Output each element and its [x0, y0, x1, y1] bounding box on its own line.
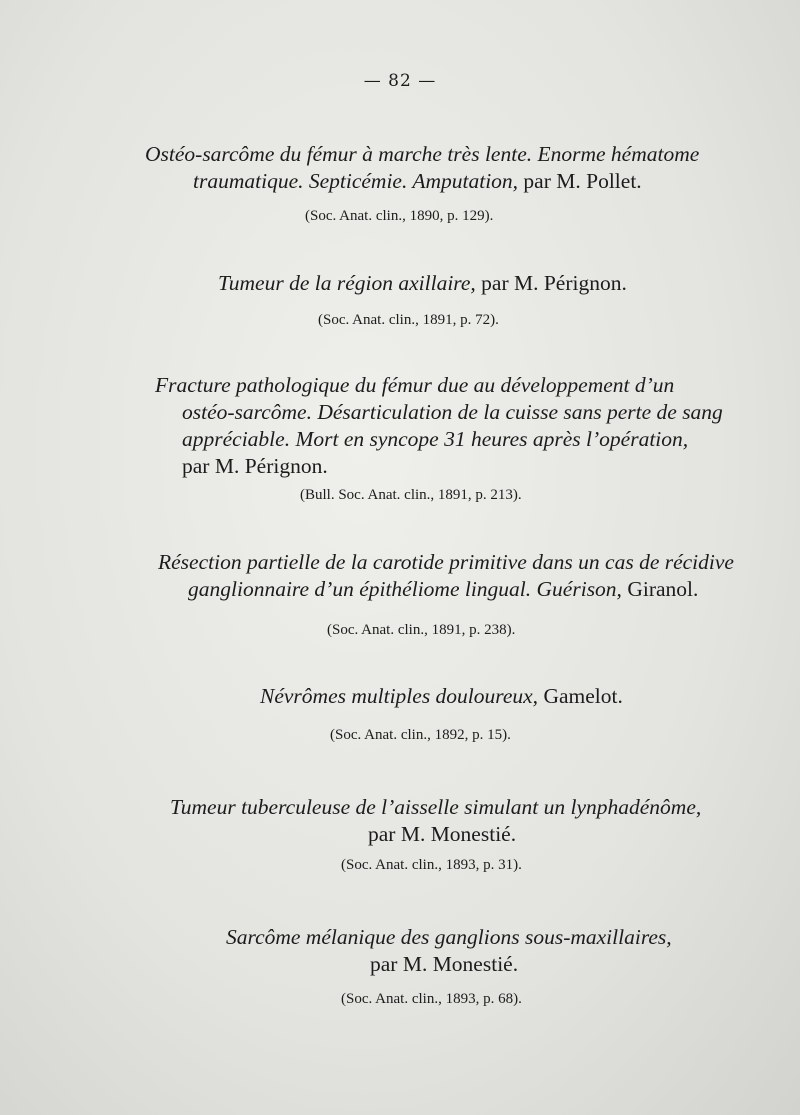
- entry-title-line: Sarcôme mélanique des ganglions sous-maxillaires,: [226, 925, 672, 949]
- entry-title-line: Résection partielle de la carotide primitive dans un cas de récidive: [158, 550, 734, 574]
- entry-title: [260, 683, 623, 710]
- entry-author: par M. Monestié.: [370, 952, 519, 976]
- bibliography-entry: [226, 924, 672, 978]
- entry-title: [170, 794, 701, 848]
- entry-title-line: Ostéo-sarcôme du fémur à marche très lente. Enorme hématome: [145, 142, 700, 166]
- bibliography-entry: [155, 372, 723, 480]
- entry-reference: (Soc. Anat. clin., 1892, p. 15).: [330, 727, 511, 743]
- entry-title-line: ganglionnaire d’un épithéliome lingual. Guérison, Giranol.: [188, 577, 699, 601]
- entry-title-line: Tumeur de la région axillaire, par M. Pérignon.: [218, 271, 627, 295]
- bibliography-entry: [260, 683, 623, 710]
- entry-reference: (Soc. Anat. clin., 1891, p. 72).: [318, 312, 499, 328]
- bibliography-entry: [158, 549, 734, 603]
- entry-title: [155, 372, 723, 480]
- bibliography-entry: [218, 270, 627, 297]
- entry-title-line: Fracture pathologique du fémur due au développement d’un: [155, 373, 675, 397]
- entry-title-line: Névrômes multiples douloureux, Gamelot.: [260, 684, 623, 708]
- entry-reference: (Soc. Anat. clin., 1893, p. 31).: [341, 857, 522, 873]
- entry-title-line: Tumeur tuberculeuse de l’aisselle simulant un lynphadénôme,: [170, 795, 702, 819]
- entry-title: [226, 924, 672, 978]
- entry-author: Giranol.: [627, 577, 699, 601]
- entry-author: par M. Pollet.: [523, 169, 642, 193]
- entry-title: [218, 270, 627, 297]
- page-number: — 82 —: [363, 71, 437, 91]
- entry-reference: (Soc. Anat. clin., 1893, p. 68).: [341, 991, 522, 1007]
- bibliography-entry: [145, 141, 699, 195]
- entry-author: Gamelot.: [543, 684, 623, 708]
- bibliography-entry: [170, 794, 701, 848]
- entry-title-line: ostéo-sarcôme. Désarticulation de la cuisse sans perte de sang: [182, 400, 723, 424]
- entry-title-line: appréciable. Mort en syncope 31 heures après l’opération,: [182, 427, 689, 451]
- entry-title-line: traumatique. Septicémie. Amputation, par M. Pollet.: [193, 169, 642, 193]
- entry-title: [145, 141, 699, 195]
- entry-reference: (Soc. Anat. clin., 1890, p. 129).: [305, 208, 494, 224]
- entry-author: par M. Pérignon.: [481, 271, 627, 295]
- entry-reference: (Bull. Soc. Anat. clin., 1891, p. 213).: [300, 487, 522, 503]
- entry-author: par M. Pérignon.: [182, 454, 328, 478]
- entry-author: par M. Monestié.: [368, 822, 517, 846]
- entry-reference: (Soc. Anat. clin., 1891, p. 238).: [327, 622, 516, 638]
- entry-title: [158, 549, 734, 603]
